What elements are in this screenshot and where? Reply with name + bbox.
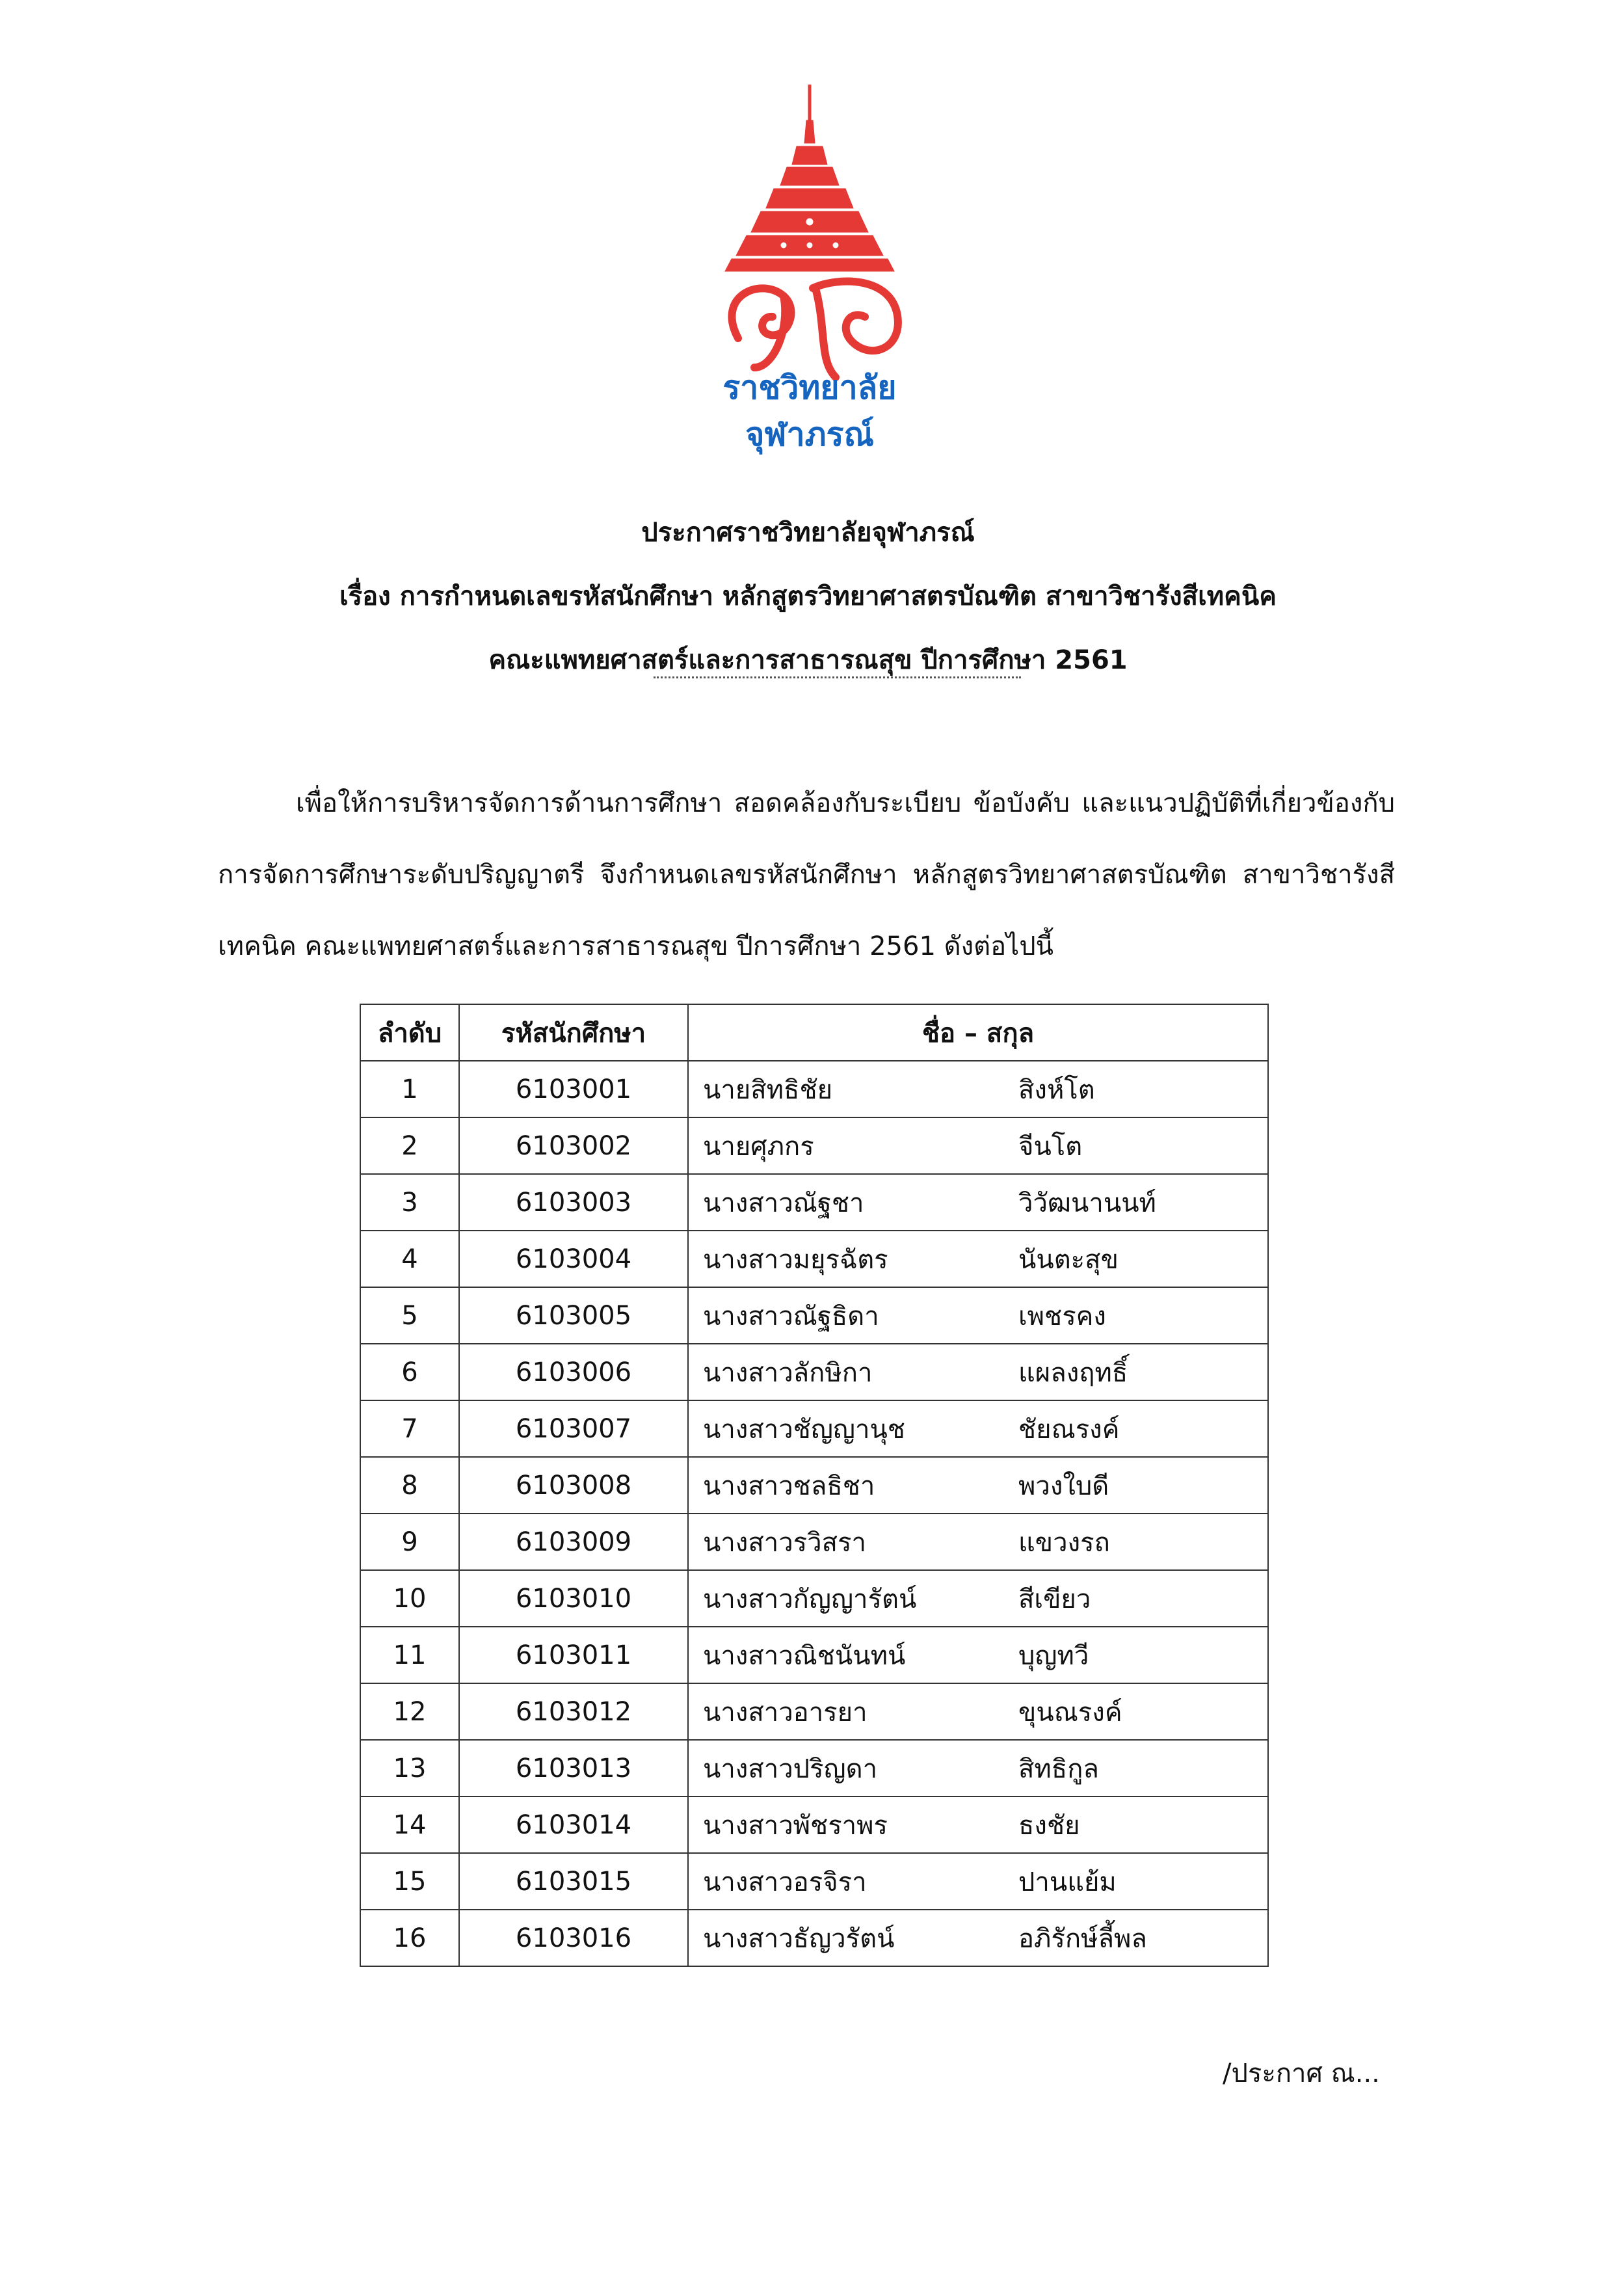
table-header-row bbox=[360, 1004, 1268, 1061]
cell-full-name bbox=[688, 1117, 1268, 1174]
cell-student-id: 6103002 bbox=[459, 1117, 688, 1174]
table-row bbox=[360, 1570, 1268, 1627]
cell-student-id: 6103010 bbox=[459, 1570, 688, 1627]
cell-order: 1 bbox=[360, 1061, 459, 1117]
cell-order: 12 bbox=[360, 1683, 459, 1740]
table-row bbox=[360, 1400, 1268, 1457]
cell-order: 6 bbox=[360, 1344, 459, 1400]
cell-order: 4 bbox=[360, 1231, 459, 1287]
cell-full-name bbox=[688, 1457, 1268, 1514]
title-line-2: เรื่อง การกำหนดเลขรหัสนักศึกษา หลักสูตรวิทยาศาสตรบัณฑิต สาขาวิชารังสีเทคนิค bbox=[339, 581, 1277, 611]
first-name: นางสาวอารยา bbox=[703, 1697, 868, 1728]
cell-full-name bbox=[688, 1514, 1268, 1570]
emblem-wordmark bbox=[650, 364, 969, 458]
table-row bbox=[360, 1740, 1268, 1796]
first-name: นางสาวมยุรฉัตร bbox=[703, 1244, 888, 1275]
table-row bbox=[360, 1117, 1268, 1174]
cell-student-id: 6103015 bbox=[459, 1853, 688, 1910]
header-name: ชื่อ – สกุล bbox=[688, 1004, 1268, 1061]
emblem-icon bbox=[676, 81, 943, 387]
title-line-3: คณะแพทยศาสตร์และการสาธารณสุข ปีการศึกษา 2561 bbox=[488, 645, 1128, 675]
cell-full-name bbox=[688, 1796, 1268, 1853]
cell-order: 9 bbox=[360, 1514, 459, 1570]
cell-order: 8 bbox=[360, 1457, 459, 1514]
first-name: นางสาวรวิสรา bbox=[703, 1527, 866, 1558]
first-name: นางสาวณิชนันทน์ bbox=[703, 1640, 906, 1671]
cell-order: 2 bbox=[360, 1117, 459, 1174]
table-row bbox=[360, 1231, 1268, 1287]
table-row bbox=[360, 1344, 1268, 1400]
cell-full-name bbox=[688, 1344, 1268, 1400]
cell-student-id: 6103009 bbox=[459, 1514, 688, 1570]
cell-full-name bbox=[688, 1740, 1268, 1796]
cell-student-id: 6103011 bbox=[459, 1627, 688, 1683]
cell-student-id: 6103007 bbox=[459, 1400, 688, 1457]
cell-student-id: 6103012 bbox=[459, 1683, 688, 1740]
student-id-table bbox=[360, 1004, 1269, 1967]
cell-full-name bbox=[688, 1683, 1268, 1740]
cell-order: 15 bbox=[360, 1853, 459, 1910]
table-row bbox=[360, 1910, 1268, 1966]
cell-student-id: 6103005 bbox=[459, 1287, 688, 1344]
first-name: นายศุภกร bbox=[703, 1131, 814, 1162]
cell-student-id: 6103003 bbox=[459, 1174, 688, 1231]
cell-full-name bbox=[688, 1400, 1268, 1457]
cell-order: 14 bbox=[360, 1796, 459, 1853]
first-name: นางสาวกัญญารัตน์ bbox=[703, 1584, 917, 1614]
wordmark-line-1: ราชวิทยาลัย bbox=[722, 369, 897, 407]
last-name: วิวัฒนานนท์ bbox=[1018, 1188, 1156, 1218]
body-paragraph bbox=[218, 768, 1395, 982]
first-name: นางสาวชัญญานุช bbox=[703, 1414, 905, 1445]
cell-student-id: 6103006 bbox=[459, 1344, 688, 1400]
cell-full-name bbox=[688, 1061, 1268, 1117]
header-student-id: รหัสนักศึกษา bbox=[459, 1004, 688, 1061]
first-name: นางสาวปริญดา bbox=[703, 1754, 878, 1784]
last-name: ธงชัย bbox=[1018, 1810, 1080, 1841]
cell-order: 13 bbox=[360, 1740, 459, 1796]
table-row bbox=[360, 1061, 1268, 1117]
cell-full-name bbox=[688, 1853, 1268, 1910]
last-name: เพชรคง bbox=[1018, 1301, 1106, 1331]
first-name: นางสาวณัฐธิดา bbox=[703, 1301, 879, 1331]
cell-student-id: 6103004 bbox=[459, 1231, 688, 1287]
cell-order: 3 bbox=[360, 1174, 459, 1231]
cell-order: 16 bbox=[360, 1910, 459, 1966]
first-name: นางสาวชลธิชา bbox=[703, 1471, 875, 1501]
wordmark-line-2: จุฬาภรณ์ bbox=[745, 416, 874, 453]
cell-full-name bbox=[688, 1570, 1268, 1627]
first-name: นางสาวพัชราพร bbox=[703, 1810, 888, 1841]
last-name: แผลงฤทธิ์ bbox=[1018, 1357, 1128, 1388]
cell-order: 5 bbox=[360, 1287, 459, 1344]
college-emblem bbox=[676, 81, 943, 387]
table-row bbox=[360, 1287, 1268, 1344]
dotted-divider bbox=[654, 676, 1021, 678]
cell-full-name bbox=[688, 1287, 1268, 1344]
table-row bbox=[360, 1514, 1268, 1570]
header-order: ลำดับ bbox=[360, 1004, 459, 1061]
first-name: นางสาวลักษิกา bbox=[703, 1357, 873, 1388]
cell-student-id: 6103008 bbox=[459, 1457, 688, 1514]
first-name: นายสิทธิชัย bbox=[703, 1075, 833, 1105]
last-name: แขวงรถ bbox=[1018, 1527, 1110, 1558]
cell-student-id: 6103013 bbox=[459, 1740, 688, 1796]
table-row bbox=[360, 1174, 1268, 1231]
cell-order: 11 bbox=[360, 1627, 459, 1683]
table-row bbox=[360, 1627, 1268, 1683]
table-body bbox=[360, 1061, 1268, 1966]
cell-full-name bbox=[688, 1910, 1268, 1966]
last-name: ปานแย้ม bbox=[1018, 1867, 1117, 1897]
last-name: ชัยณรงค์ bbox=[1018, 1414, 1120, 1445]
cell-full-name bbox=[688, 1174, 1268, 1231]
table-row bbox=[360, 1457, 1268, 1514]
first-name: นางสาวณัฐชา bbox=[703, 1188, 864, 1218]
table-row bbox=[360, 1853, 1268, 1910]
last-name: บุญทวี bbox=[1018, 1640, 1089, 1671]
cell-order: 10 bbox=[360, 1570, 459, 1627]
last-name: สีเขียว bbox=[1018, 1584, 1091, 1614]
last-name: จีนโต bbox=[1018, 1131, 1083, 1162]
last-name: สิงห์โต bbox=[1018, 1075, 1095, 1105]
last-name: พวงใบดี bbox=[1018, 1471, 1109, 1501]
last-name: นันตะสุข bbox=[1018, 1244, 1119, 1275]
title-line-1: ประกาศราชวิทยาลัยจุฬาภรณ์ bbox=[641, 518, 975, 548]
table-row bbox=[360, 1796, 1268, 1853]
body-text: เพื่อให้การบริหารจัดการด้านการศึกษา สอดคล้องกับระเบียบ ข้อบังคับ และแนวปฏิบัติที่เกี่ยวข้องกับการจัดการศึกษาระดับปริญญาตรี จึงกำหนดเลขรหัสนักศึกษา หลักสูตรวิทยาศาสตรบัณฑิต สาขาวิชารังสีเทคนิค คณะแพทยศาสตร์และการสาธารณสุข ปีการศึกษา 2561 ดังต่อไปนี้ bbox=[218, 788, 1395, 961]
table-row bbox=[360, 1683, 1268, 1740]
cell-full-name bbox=[688, 1231, 1268, 1287]
cell-full-name bbox=[688, 1627, 1268, 1683]
cell-student-id: 6103001 bbox=[459, 1061, 688, 1117]
continuation-note: /ประกาศ ณ... bbox=[1223, 2059, 1380, 2089]
last-name: ขุนณรงค์ bbox=[1018, 1697, 1122, 1728]
last-name: อภิรักษ์ลี้พล bbox=[1018, 1923, 1147, 1954]
first-name: นางสาวธัญวรัตน์ bbox=[703, 1923, 895, 1954]
first-name: นางสาวอรจิรา bbox=[703, 1867, 867, 1897]
cell-student-id: 6103014 bbox=[459, 1796, 688, 1853]
last-name: สิทธิกูล bbox=[1018, 1754, 1099, 1784]
cell-order: 7 bbox=[360, 1400, 459, 1457]
announcement-title bbox=[0, 501, 1616, 692]
cell-student-id: 6103016 bbox=[459, 1910, 688, 1966]
